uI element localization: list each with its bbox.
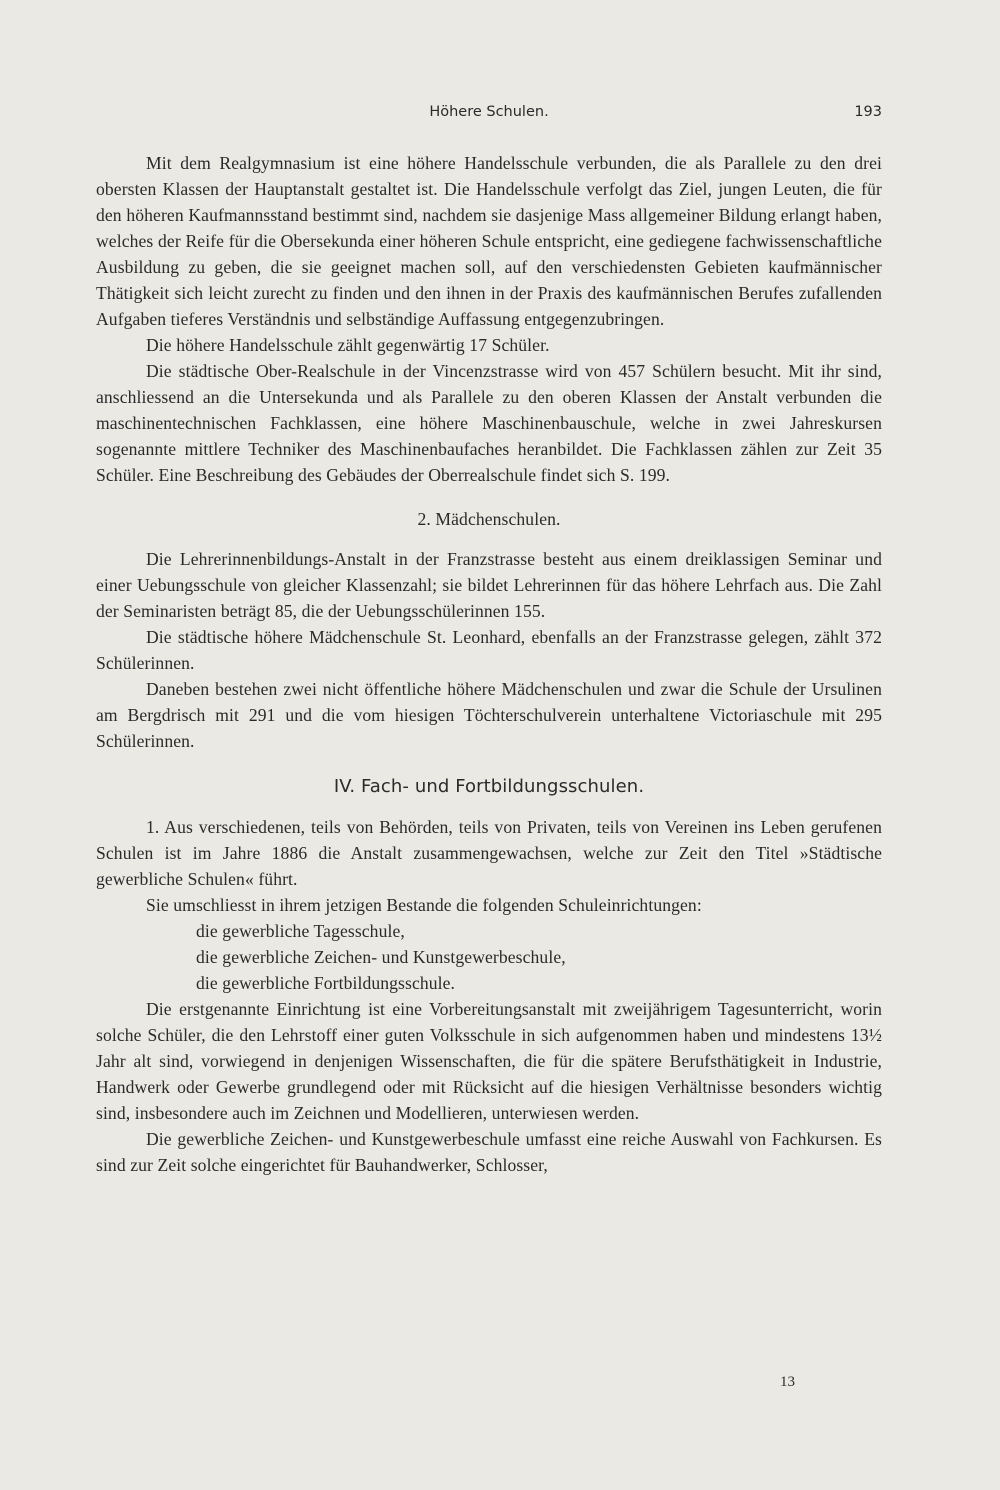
page-number: 193 (854, 104, 882, 120)
page-header (96, 104, 882, 126)
paragraph-kunstgewerbeschule: Die gewerbliche Zeichen- und Kunstgewerbeschule umfasst eine reiche Auswahl von Fachkursen. Es sind zur Zeit solche eingerichtet für Bauhandwerker, Schlosser, (96, 1129, 882, 1175)
signature-mark: 13 (780, 1374, 795, 1390)
list-item: die gewerbliche Tagesschule, (196, 921, 405, 941)
paragraph-lehrerinnenbildung: Die Lehrerinnenbildungs-Anstalt in der Franzstrasse besteht aus einem dreiklassigen Seminar und einer Uebungsschule von gleicher Klassenzahl; sie bildet Lehrerinnen für das höhere Lehrfach aus. Die Zahl der Seminaristen beträgt 85, die der Uebungsschülerinnen 155. (96, 549, 882, 621)
paragraph-tagesschule: Die erstgenannte Einrichtung ist eine Vorbereitungsanstalt mit zweijährigem Tagesunterricht, worin solche Schüler, die den Lehrstoff einer guten Volksschule in sich aufgenommen haben und mindestens 13½ Jahr alt sind, vorwiegend in denjenigen Wissenschaften, die für die spätere Berufsthätigkeit in Industrie, Handwerk oder Gewerbe grundlegend oder mit Rücksicht auf die hiesigen Verhältnisse besonders wichtig sind, insbesondere auch im Zeichnen und Modellieren, unterwiesen werden. (96, 999, 882, 1123)
paragraph-oberrealschule: Die städtische Ober-Realschule in der Vincenzstrasse wird von 457 Schülern besucht. Mit ihr sind, anschliessend an die Untersekunda und als Parallele zu den oberen Klassen der Anstalt verbunden die maschinentechnischen Fachklassen, eine höhere Maschinenbauschule, welche in zwei Jahreskursen sogenannte mittlere Techniker des Maschinenbaufaches heranbildet. Die Fachklassen zählen zur Zeit 35 Schüler. Eine Beschreibung des Gebäudes der Oberrealschule findet sich S. 199. (96, 361, 882, 485)
list-item: die gewerbliche Zeichen- und Kunstgewerbeschule, (196, 947, 566, 967)
paragraph-handelsschule: Mit dem Realgymnasium ist eine höhere Handelsschule verbunden, die als Parallele zu den drei obersten Klassen der Hauptanstalt gestaltet ist. Die Handelsschule verfolgt das Ziel, jungen Leuten, die für den höheren Kaufmannsstand bestimmt sind, nachdem sie dasjenige Mass allgemeiner Bildung erlangt haben, welches der Reife für die Obersekunda einer höheren Schule entspricht, eine gediegene fachwissenschaftliche Ausbildung zu geben, die sie geeignet machen soll, auf den verschiedensten Gebieten kaufmännischer Thätigkeit sich leicht zurecht zu finden und den ihnen in der Praxis des kaufmännischen Berufes zufallenden Aufgaben tieferes Verständnis und selbständige Auffassung entgegenzubringen. (96, 153, 882, 329)
paragraph-schuleinrichtungen: Sie umschliesst in ihrem jetzigen Bestande die folgenden Schuleinrichtungen: (146, 895, 702, 915)
running-head: Höhere Schulen. (429, 104, 549, 120)
body-text (96, 150, 882, 1178)
section-title-maedchenschulen: 2. Mädchenschulen. (417, 509, 561, 529)
paragraph-handelsschule-count: Die höhere Handelsschule zählt gegenwärtig 17 Schüler. (146, 335, 550, 355)
paragraph-gewerbliche-schulen: 1. Aus verschiedenen, teils von Behörden, teils von Privaten, teils von Vereinen ins Leben gerufenen Schulen ist im Jahre 1886 die Anstalt zusammengewachsen, welche zur Zeit den Titel »Städtische gewerbliche Schulen« führt. (96, 817, 882, 889)
paragraph-st-leonhard: Die städtische höhere Mädchenschule St. Leonhard, ebenfalls an der Franzstrasse gelegen, zählt 372 Schülerinnen. (96, 627, 882, 673)
list-item: die gewerbliche Fortbildungsschule. (196, 973, 456, 993)
chapter-title-fachschulen: IV. Fach- und Fortbildungsschulen. (333, 776, 645, 797)
paragraph-private-schulen: Daneben bestehen zwei nicht öffentliche höhere Mädchenschulen und zwar die Schule der Ursulinen am Bergdrisch mit 291 und die vom hiesigen Töchterschulverein unterhaltene Victoriaschule mit 295 Schülerinnen. (96, 679, 882, 751)
